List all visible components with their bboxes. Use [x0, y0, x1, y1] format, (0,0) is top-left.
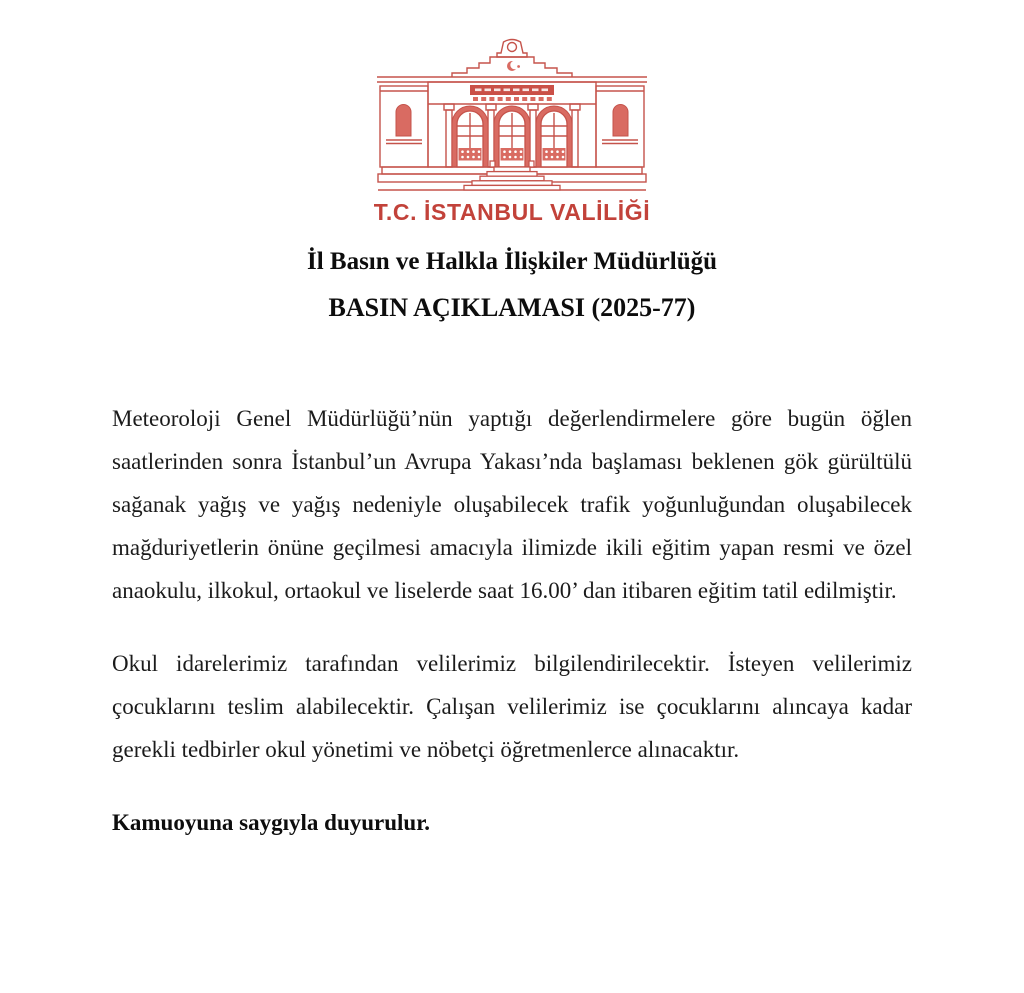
arched-windows — [452, 106, 572, 167]
document-body — [112, 397, 912, 844]
logo-caption: T.C. İSTANBUL VALİLİĞİ — [373, 199, 651, 225]
department-title: İl Basın ve Halkla İlişkiler Müdürlüğü — [306, 248, 718, 275]
press-release-title: BASIN AÇIKLAMASI (2025-77) — [328, 293, 696, 322]
body-paragraph-1: Meteoroloji Genel Müdürlüğü’nün yaptığı değerlendirmelere göre bugün öğlen saatlerinden sonra İstanbul’un Avrupa Yakası’nda başlaması beklenen gök gürültülü sağanak yağış ve yağış nedeniyle oluşabilecek trafik yoğunluğundan oluşabilecek mağduriyetlerin önüne geçilmesi amacıyla ilimizde ikili eğitim yapan resmi ve özel anaokulu, ilkokul, ortaokul ve liselerde saat 16.00’ dan itibaren eğitim tatil edilmiştir. — [112, 406, 912, 603]
building-ornament — [497, 40, 527, 58]
crescent-star-icon — [507, 61, 520, 71]
closing-statement: Kamuoyuna saygıyla duyurulur. — [112, 810, 431, 835]
governorship-logo — [0, 0, 1024, 226]
body-paragraph-2: Okul idarelerimiz tarafından velilerimiz bilgilendirilecektir. İsteyen velilerimiz çocuklarını teslim alabilecektir. Çalışan velilerimiz ise çocuklarını alıncaya kadar gerekli tedbirler okul yönetimi ve nöbetçi öğretmenlerce alınacaktır. — [112, 651, 912, 762]
building-emblem — [376, 36, 648, 194]
